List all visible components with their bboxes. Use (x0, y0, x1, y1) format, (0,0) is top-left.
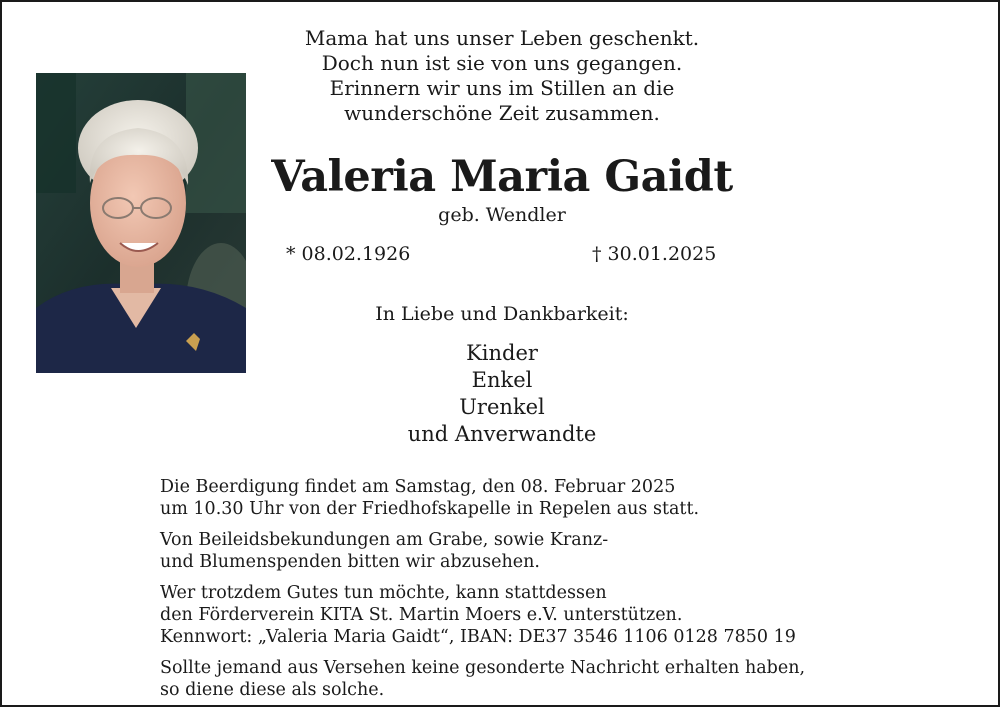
info-line: Wer trotzdem Gutes tun möchte, kann stattdessen (160, 583, 607, 603)
info-line: den Förderverein KITA St. Martin Moers e.V. unterstützen. (160, 605, 683, 625)
death-date: † 30.01.2025 (592, 243, 717, 265)
info-line: Von Beileidsbekundungen am Grabe, sowie Kranz- (160, 530, 609, 550)
mourner-group: Kinder (466, 341, 538, 365)
poem-line: wunderschöne Zeit zusammen. (344, 101, 660, 125)
birth-date: * 08.02.1926 (286, 243, 411, 265)
mourner-group: Enkel (471, 368, 533, 392)
info-line: und Blumenspenden bitten wir abzusehen. (160, 552, 540, 572)
maiden-name: geb. Wendler (438, 204, 566, 226)
deceased-name: Valeria Maria Gaidt (271, 152, 733, 202)
poem-line: Mama hat uns unser Leben geschenkt. (304, 26, 700, 50)
poem-line: Erinnern wir uns im Stillen an die (329, 76, 675, 100)
info-line: Kennwort: „Valeria Maria Gaidt“, IBAN: DE37 3546 1106 0128 7850 19 (160, 627, 796, 647)
info-line: Die Beerdigung findet am Samstag, den 08. Februar 2025 (160, 477, 676, 497)
info-line: um 10.30 Uhr von der Friedhofskapelle in Repelen aus statt. (160, 499, 700, 519)
thanks-line: In Liebe und Dankbarkeit: (375, 303, 629, 325)
mourners-list (202, 340, 802, 448)
mourner-group: Urenkel (459, 395, 545, 419)
info-line: Sollte jemand aus Versehen keine gesonderte Nachricht erhalten haben, (160, 658, 806, 678)
info-line: so diene diese als solche. (160, 680, 385, 700)
poem-line: Doch nun ist sie von uns gegangen. (321, 51, 683, 75)
funeral-info (160, 467, 880, 710)
mourner-group: und Anverwandte (407, 422, 597, 446)
memorial-poem (212, 26, 792, 126)
